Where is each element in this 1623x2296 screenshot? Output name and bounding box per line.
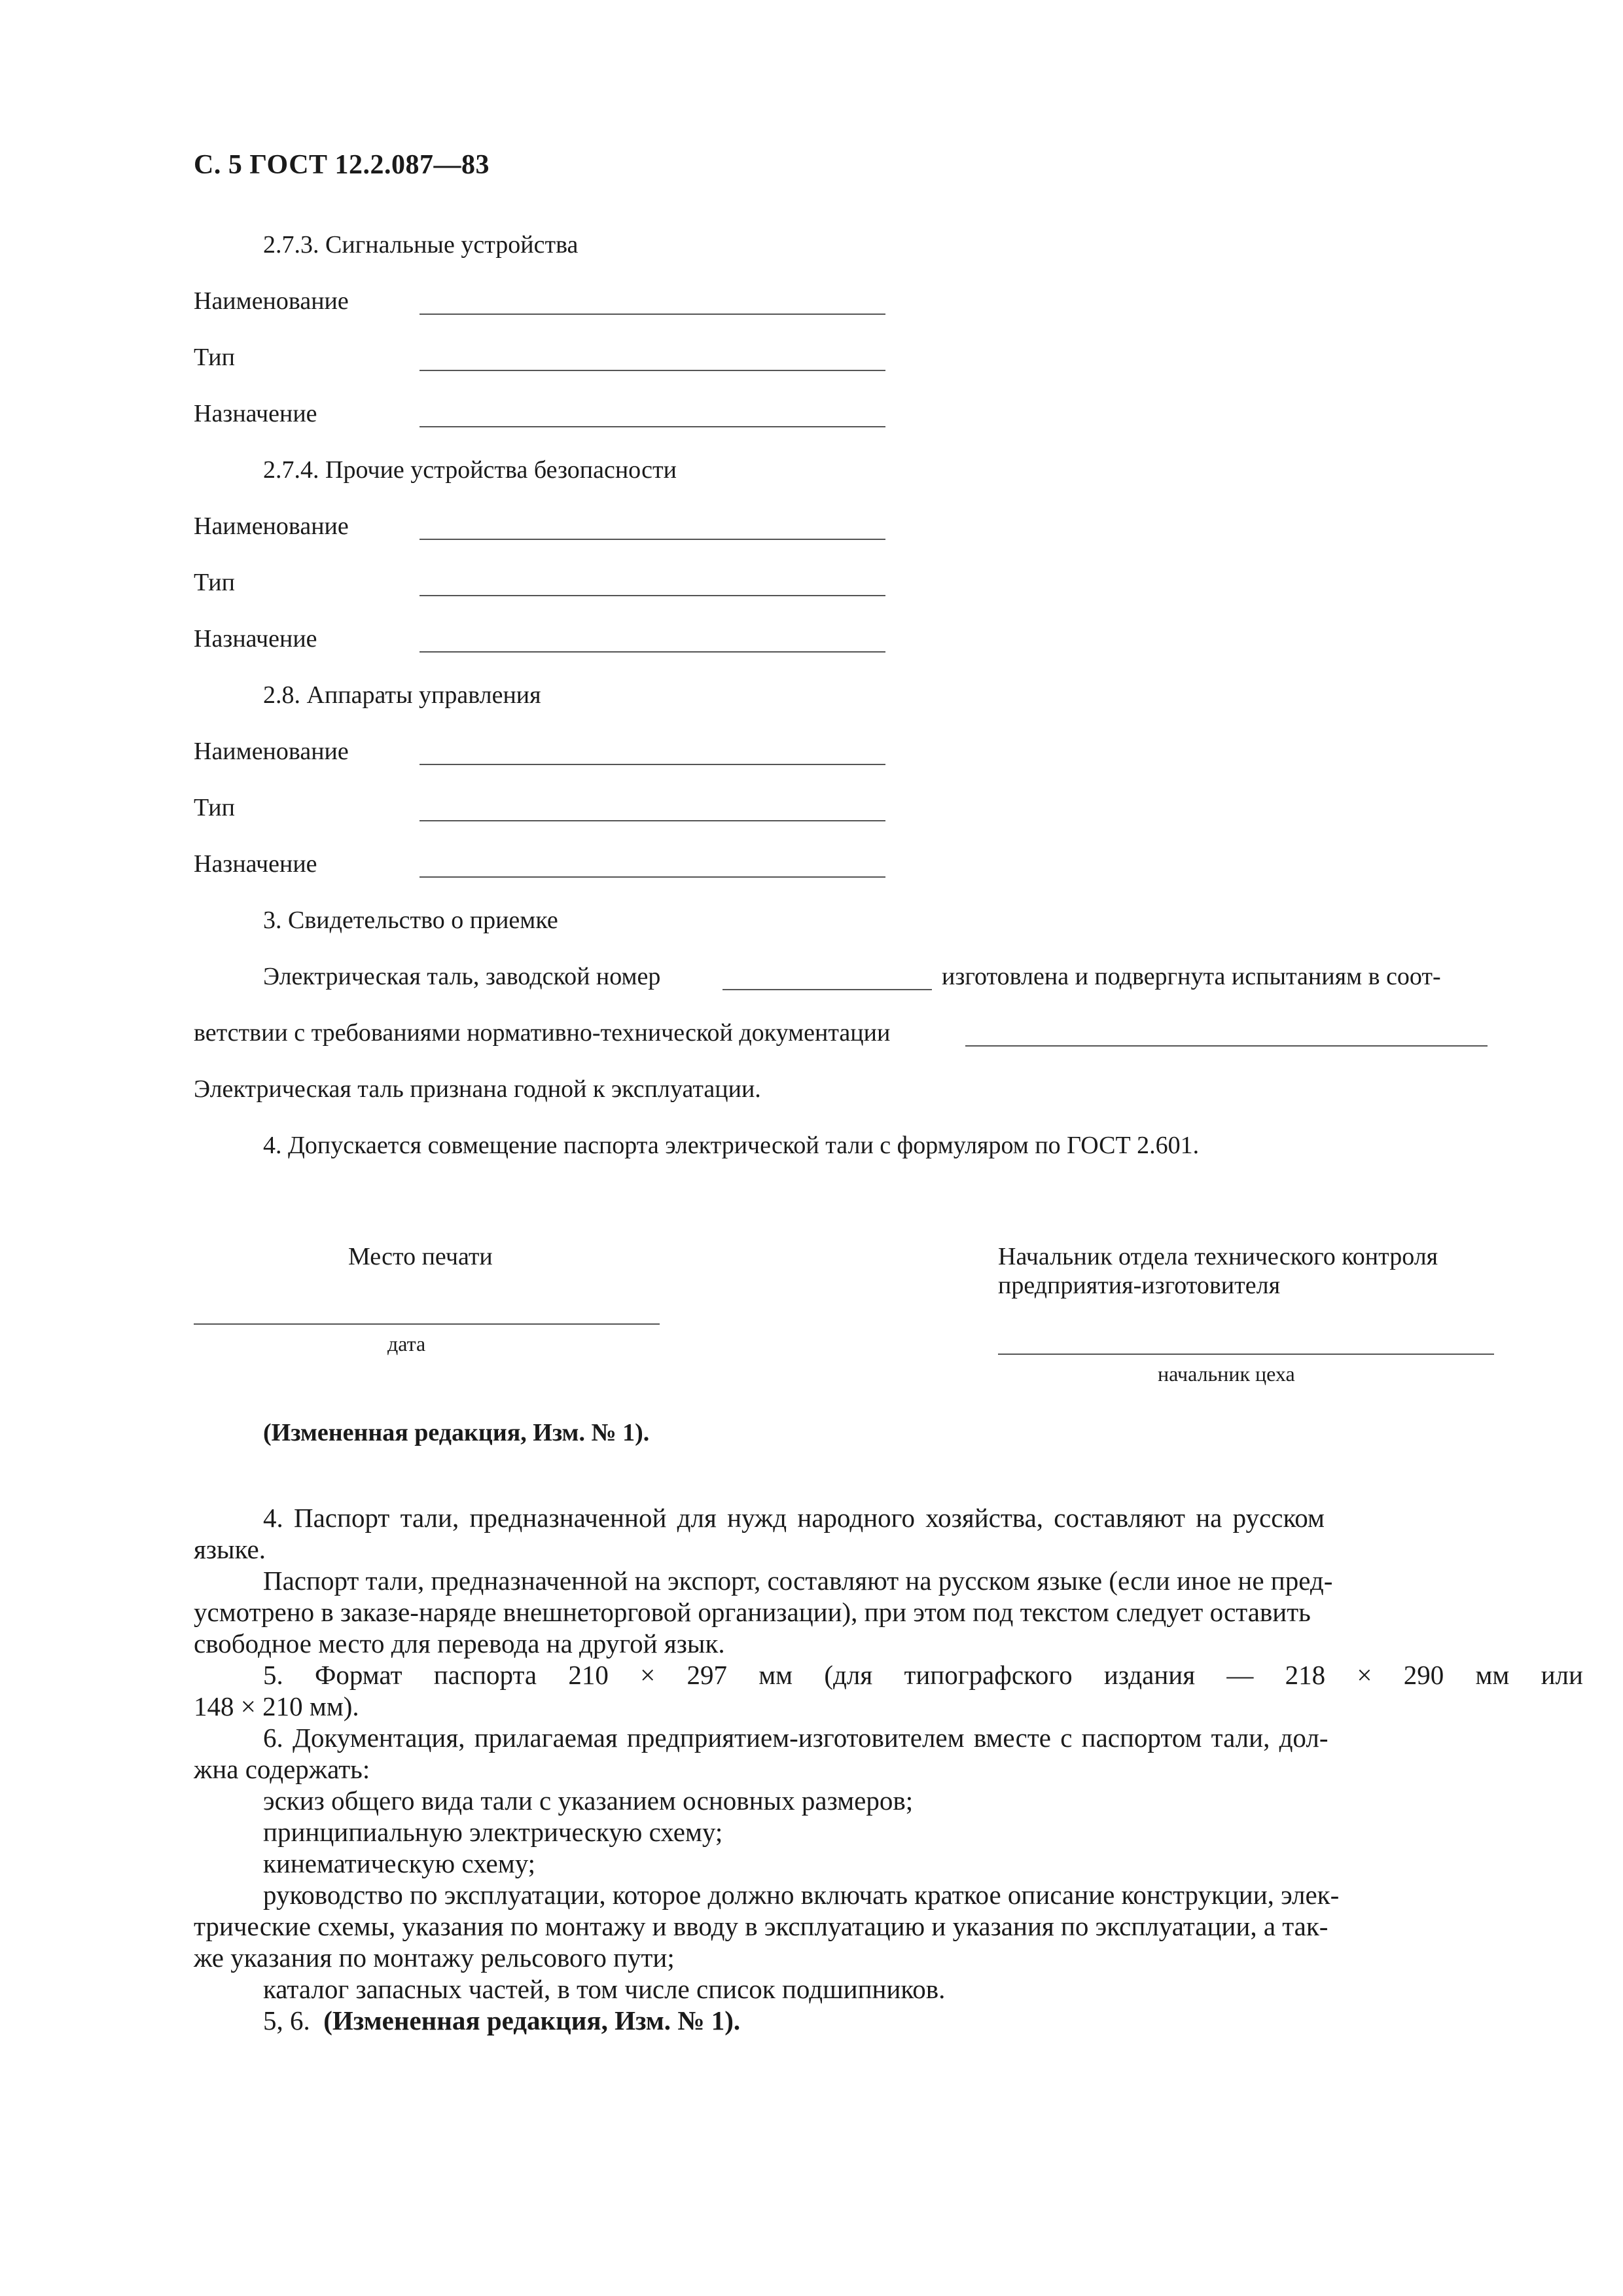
- amendment-note: (Измененная редакция, Изм. № 1).: [263, 1419, 650, 1446]
- section-title: 2.7.4. Прочие устройства безопасности: [263, 456, 677, 484]
- field-label: Тип: [194, 569, 235, 596]
- field-label: Назначение: [194, 850, 317, 878]
- chief-caption: начальник цеха: [1158, 1362, 1295, 1386]
- paragraph-line: жна содержать:: [194, 1754, 370, 1784]
- paragraph-line: усмотрено в заказе-наряде внешнеторговой организации), при этом под текстом следует оставить: [194, 1597, 1311, 1627]
- date-line: [194, 1323, 660, 1325]
- blank-field-line: [419, 370, 885, 371]
- list-item: каталог запасных частей, в том числе список подшипников.: [263, 1974, 946, 2004]
- blank-field-line: [419, 426, 885, 427]
- blank-field-line: [419, 314, 885, 315]
- paragraph-line: языке.: [194, 1534, 266, 1564]
- list-item: кинематическую схему;: [263, 1848, 536, 1878]
- paragraph-line: 4. Паспорт тали, предназначенной для нужд народного хозяйства, составляют на русском: [263, 1503, 1325, 1533]
- section-title: 3. Свидетельство о приемке: [263, 906, 558, 934]
- certificate-text: изготовлена и подвергнута испытаниям в соот-: [942, 963, 1441, 990]
- section-title: 2.8. Аппараты управления: [263, 681, 541, 709]
- paragraph-line: 5. Формат паспорта 210 × 297 мм (для типографского издания — 218 × 290 мм или: [263, 1660, 1583, 1690]
- field-label: Назначение: [194, 400, 317, 427]
- paragraph-line: Паспорт тали, предназначенной на экспорт, составляют на русском языке (если иное не пред-: [263, 1566, 1333, 1596]
- blank-field-line: [419, 651, 885, 653]
- list-item: же указания по монтажу рельсового пути;: [194, 1943, 675, 1973]
- blank-field-line: [419, 539, 885, 540]
- certificate-text: ветствии с требованиями нормативно-технической документации: [194, 1019, 891, 1047]
- otk-head-label: предприятия-изготовителя: [998, 1272, 1281, 1299]
- section-title: 2.7.3. Сигнальные устройства: [263, 231, 579, 259]
- paragraph-line: свободное место для перевода на другой язык.: [194, 1628, 725, 1659]
- field-label: Назначение: [194, 625, 317, 653]
- list-item: эскиз общего вида тали с указанием основных размеров;: [263, 1785, 914, 1816]
- field-label: Тип: [194, 794, 235, 821]
- list-item: принципиальную электрическую схему;: [263, 1817, 723, 1847]
- date-caption: дата: [387, 1332, 426, 1355]
- amendment-note: (Измененная редакция, Изм. № 1).: [323, 2005, 741, 2036]
- amendment-line: [263, 2005, 740, 2036]
- chief-signature-line: [998, 1354, 1494, 1355]
- blank-field-line: [419, 820, 885, 821]
- amendment-clause-numbers: 5, 6.: [263, 2005, 310, 2036]
- certificate-note: 4. Допускается совмещение паспорта электрической тали с формуляром по ГОСТ 2.601.: [263, 1132, 1200, 1159]
- list-item: трические схемы, указания по монтажу и вводу в эксплуатацию и указания по эксплуатации, а так-: [194, 1911, 1329, 1941]
- certificate-text: Электрическая таль признана годной к эксплуатации.: [194, 1075, 761, 1103]
- field-label: Наименование: [194, 512, 349, 540]
- field-label: Наименование: [194, 738, 349, 765]
- blank-field-line: [419, 764, 885, 765]
- paragraph-line: 6. Документация, прилагаемая предприятием-изготовителем вместе с паспортом тали, дол-: [263, 1723, 1329, 1753]
- certificate-text: Электрическая таль, заводской номер: [263, 963, 661, 990]
- serial-number-line: [722, 989, 932, 990]
- blank-field-line: [419, 595, 885, 596]
- list-item: руководство по эксплуатации, которое должно включать краткое описание конструкции, элек-: [263, 1880, 1340, 1910]
- stamp-place-label: Место печати: [348, 1243, 493, 1270]
- field-label: Тип: [194, 344, 235, 371]
- page-header: С. 5 ГОСТ 12.2.087—83: [194, 150, 490, 180]
- blank-field-line: [419, 876, 885, 878]
- field-label: Наименование: [194, 287, 349, 315]
- otk-head-label: Начальник отдела технического контроля: [998, 1243, 1438, 1270]
- documentation-line: [965, 1045, 1488, 1047]
- paragraph-line: 148 × 210 мм).: [194, 1691, 359, 1721]
